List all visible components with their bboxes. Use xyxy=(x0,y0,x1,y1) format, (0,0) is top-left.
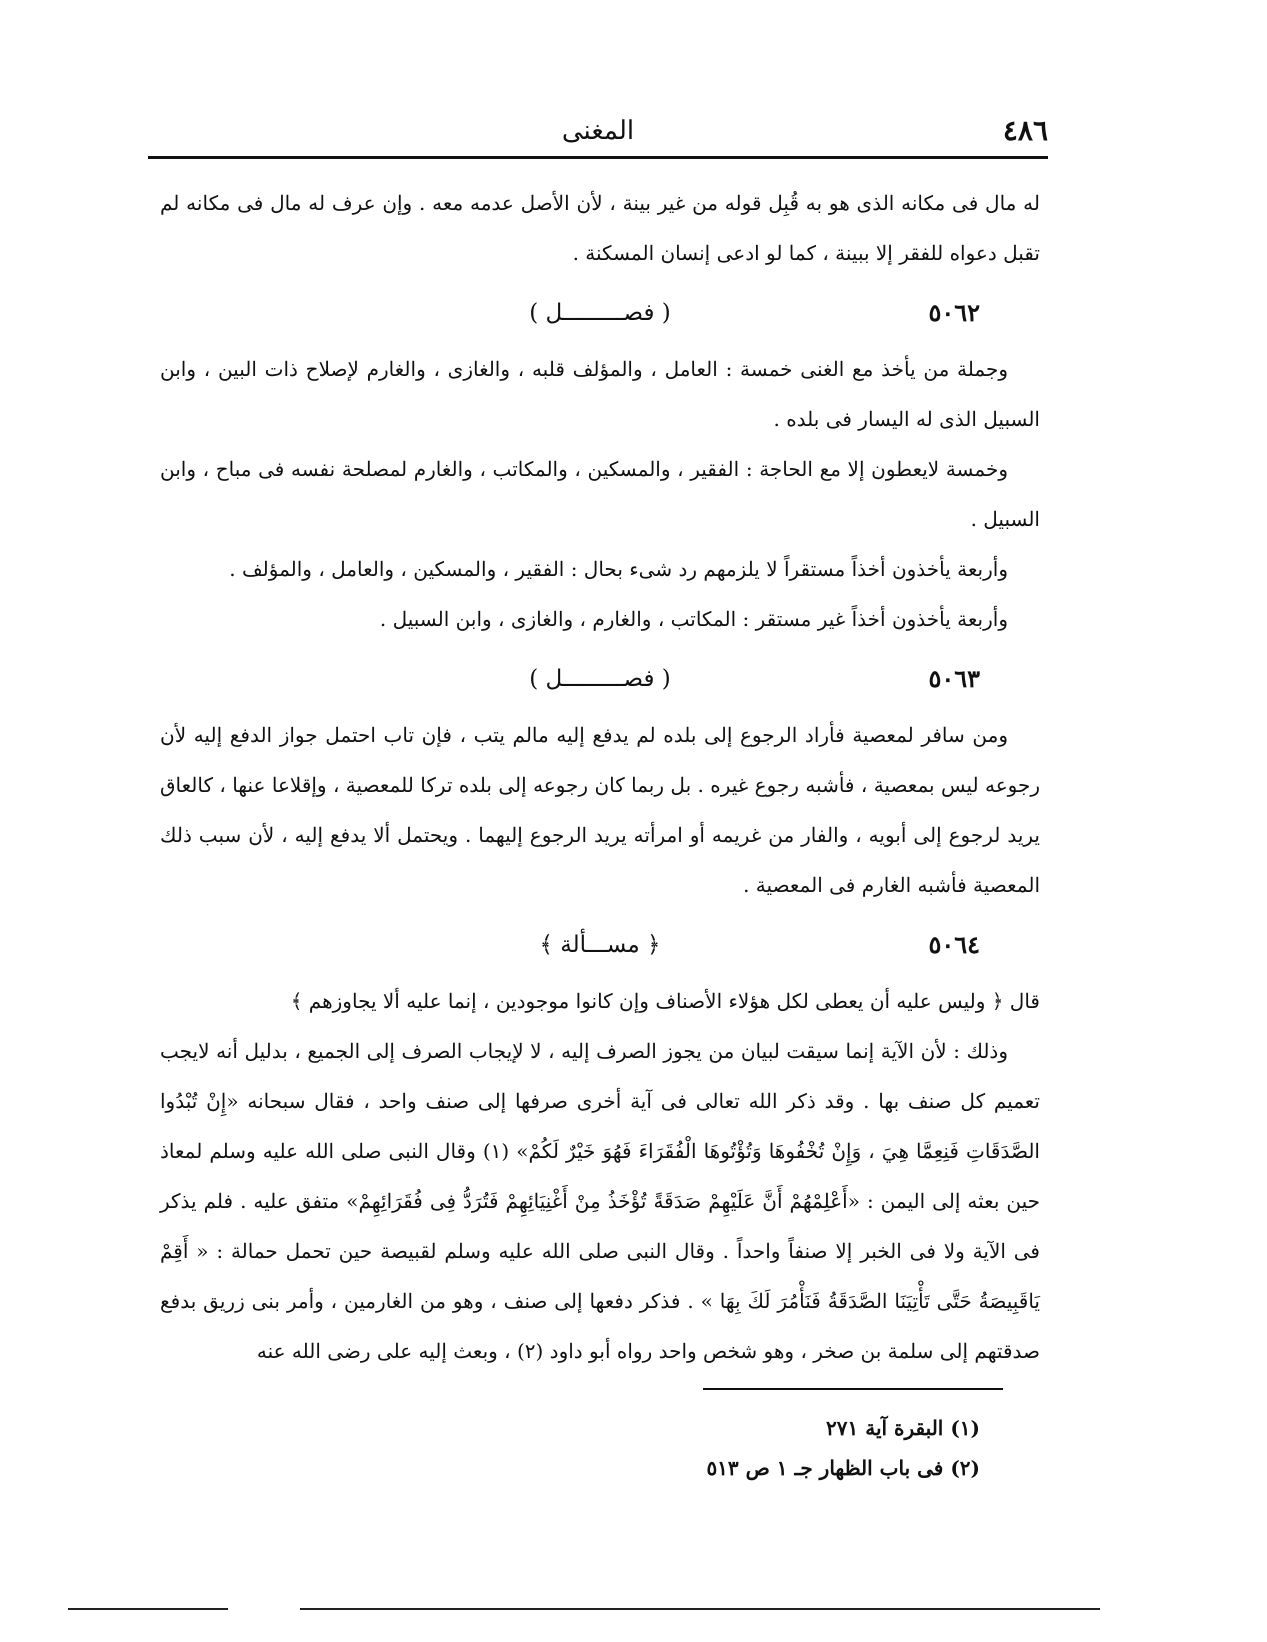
paragraph: وجملة من يأخذ مع الغنى خمسة : العامل ، والمؤلف قلبه ، والغازى ، والغارم لإصلاح ذات البين ، وابن السبيل الذى له اليسار فى بلده . xyxy=(160,357,1040,431)
footnote: (١) البقرة آية ٢٧١ xyxy=(826,1416,980,1440)
paragraph: ومن سافر لمعصية فأراد الرجوع إلى بلده لم يدفع إليه مالم يتب ، فإن تاب احتمل جواز الدفع إليه لأن رجوعه ليس بمعصية ، فأشبه رجوع غيره . بل ربما كان رجوعه إلى بلده تركا للمعصية ، وإقلاعا عنها ، كالعاق يريد لرجوع إلى أبويه ، والفار من غريمه أو امرأته يريد الرجوع إليهما . ويحتمل ألا يدفع إليه ، لأن سبب ذلك المعصية فأشبه الغارم فى المعصية . xyxy=(160,723,1040,897)
section-heading xyxy=(160,282,1040,340)
page-number: ٤٨٦ xyxy=(1002,114,1048,147)
footnotes xyxy=(560,1408,980,1488)
page-header xyxy=(148,108,1048,156)
section-heading xyxy=(160,914,1040,972)
paragraph: وخمسة لايعطون إلا مع الحاجة : الفقير ، والمسكين ، والمكاتب ، والغارم لمصلحة نفسه فى مباح ، وابن السبيل . xyxy=(160,457,1040,531)
footnote-rule xyxy=(703,1388,1003,1390)
paragraph: وأربعة يأخذون أخذاً غير مستقر : المكاتب ، والغارم ، والغازى ، وابن السبيل . xyxy=(379,607,1008,631)
section-title: ( فصـــــــــل ) xyxy=(529,666,671,692)
bottom-rule xyxy=(300,1608,1100,1610)
bottom-rule xyxy=(68,1608,228,1610)
section-number: ٥٠٦٣ xyxy=(928,664,980,693)
section-heading xyxy=(160,648,1040,706)
footnote: (٢) فى باب الظهار جـ ١ ص ٥١٣ xyxy=(706,1456,980,1480)
body-text xyxy=(160,178,1040,1376)
section-title: ( فصـــــــــل ) xyxy=(529,300,671,326)
paragraph: له مال فى مكانه الذى هو به قُبِل قوله من غير بينة ، لأن الأصل عدمه معه . وإن عرف له مال فى مكانه لم تقبل دعواه للفقر إلا ببينة ، كما لو ادعى إنسان المسكنة . xyxy=(160,191,1040,265)
section-title: ﴿ مســـألة ﴾ xyxy=(539,932,661,958)
paragraph: قال ﴿ وليس عليه أن يعطى لكل هؤلاء الأصناف وإن كانوا موجودين ، إنما عليه ألا يجاوزهم ﴾ xyxy=(290,989,1040,1013)
paragraph: وذلك : لأن الآية إنما سيقت لبيان من يجوز الصرف إليه ، لا لإيجاب الصرف إلى الجميع ، بدليل أنه لايجب تعميم كل صنف بها . وقد ذكر الله تعالى فى آية أخرى صرفها إلى صنف واحد ، فقال سبحانه «إِنْ تُبْدُوا الصَّدَقَاتِ فَنِعِمَّا هِيَ ، وَإِنْ تُخْفُوهَا وَتُؤْتُوهَا الْفُقَرَاءَ فَهُوَ خَيْرٌ لَكُمْ» (١) وقال النبى صلى الله عليه وسلم لمعاذ حين بعثه إلى اليمن : «أَعْلِمْهُمْ أَنَّ عَلَيْهِمْ صَدَقَةً تُؤْخَذُ مِنْ أَغْنِيَائِهِمْ فَتُرَدُّ فِى فُقَرَائِهِمْ» متفق عليه . فلم يذكر فى الآية ولا فى الخبر إلا صنفاً واحداً . وقال النبى صلى الله عليه وسلم لقبيصة حين تحمل حمالة : « أَقِمْ يَاقَبِيصَةُ حَتَّى تَأْتِيَنَا الصَّدَقَةُ فَنَأْمُرَ لَكَ بِهَا » . فذكر دفعها إلى صنف ، وهو من الغارمين ، وأمر بنى زريق بدفع صدقتهم إلى سلمة بن صخر ، وهو شخص واحد رواه أبو داود (٢) ، وبعث إليه على رضى الله عنه xyxy=(160,1039,1040,1363)
header-rule xyxy=(148,156,1048,159)
paragraph: وأربعة يأخذون أخذاً مستقراً لا يلزمهم رد شىء بحال : الفقير ، والمسكين ، والعامل ، والمؤلف . xyxy=(229,557,1008,581)
section-number: ٥٠٦٤ xyxy=(928,930,980,959)
section-number: ٥٠٦٢ xyxy=(928,298,980,327)
running-title: المغنى xyxy=(561,116,635,146)
